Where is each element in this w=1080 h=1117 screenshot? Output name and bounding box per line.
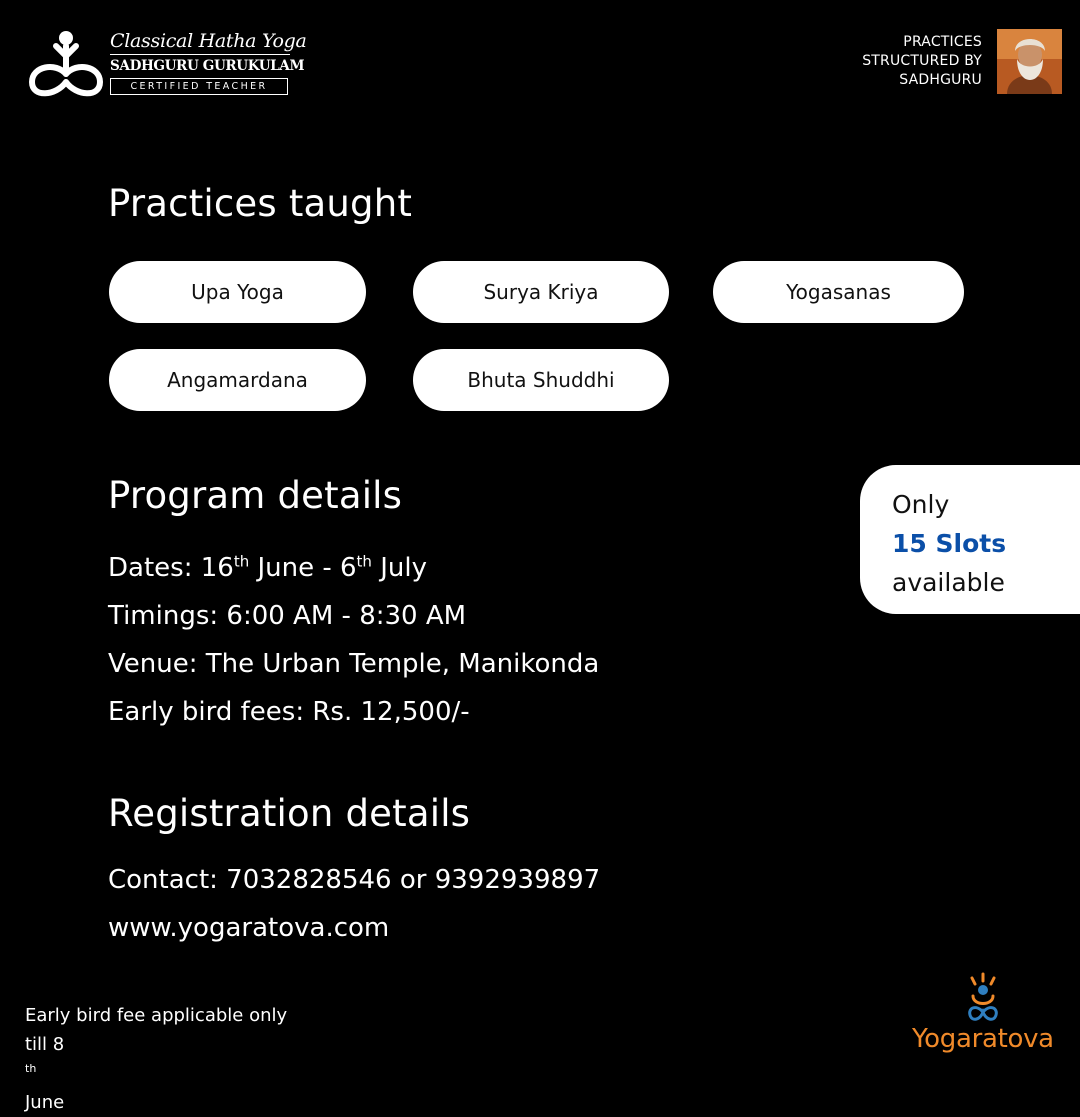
yogaratova-brand-name: Yogaratova [912, 1024, 1054, 1054]
practices-title: Practices taught [108, 182, 413, 225]
yogaratova-logo-icon [958, 972, 1008, 1028]
program-venue: Venue: The Urban Temple, Manikonda [108, 649, 600, 679]
registration-website[interactable]: www.yogaratova.com [108, 913, 390, 943]
structured-line: PRACTICES [903, 34, 982, 50]
practice-pill: Bhuta Shuddhi [413, 349, 669, 411]
program-dates: Dates: 16th June - 6th July [108, 552, 427, 583]
program-timings: Timings: 6:00 AM - 8:30 AM [108, 601, 467, 631]
logo-certified-badge: CERTIFIED TEACHER [110, 78, 288, 95]
practice-pill: Yogasanas [713, 261, 964, 323]
logo-script-text: Classical Hatha Yoga [110, 30, 307, 52]
program-fees: Early bird fees: Rs. 12,500/- [108, 697, 470, 727]
slots-line-1: Only [892, 490, 950, 519]
portrait-photo [997, 29, 1062, 94]
footnote-line-1: Early bird fee applicable only [25, 1005, 288, 1026]
program-title: Program details [108, 474, 403, 517]
registration-title: Registration details [108, 792, 471, 835]
structured-line: SADHGURU [899, 72, 982, 88]
slots-card [860, 465, 1080, 614]
registration-contact: Contact: 7032828546 or 9392939897 [108, 865, 601, 895]
early-bird-footnote [25, 1001, 287, 1117]
structured-by-text [862, 33, 982, 90]
logo-name-text: SADHGURU GURUKULAM [110, 58, 305, 74]
footnote-line-2: till 8 $^{th}$ June [25, 1034, 65, 1113]
practice-pill: Angamardana [109, 349, 366, 411]
meditating-figure-logo-icon [26, 26, 106, 102]
logo-divider [110, 54, 290, 55]
slots-count: 15 Slots [892, 529, 1007, 558]
practice-pill: Upa Yoga [109, 261, 366, 323]
practice-pill: Surya Kriya [413, 261, 669, 323]
structured-line: STRUCTURED BY [862, 53, 982, 69]
slots-line-3: available [892, 568, 1005, 597]
